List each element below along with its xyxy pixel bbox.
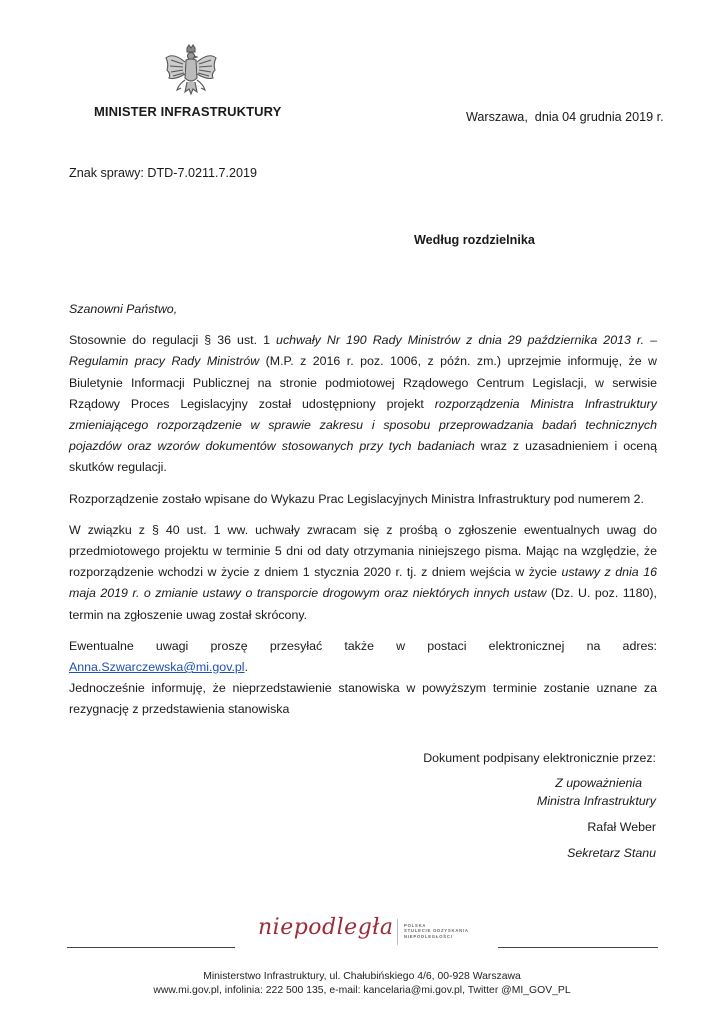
paragraph-5: Jednocześnie informuję, że nieprzedstawienie stanowiska w powyższym terminie zostanie uznane za rezygnację z przedstawienia stanowiska <box>69 681 657 717</box>
signature-block <box>423 751 656 860</box>
place-date: Warszawa, dnia 04 grudnia 2019 r. <box>466 110 664 124</box>
email-link[interactable]: Anna.Szwarczewska@mi.gov.pl <box>69 660 245 675</box>
case-reference: Znak sprawy: DTD-7.0211.7.2019 <box>69 166 258 180</box>
logo-separator <box>397 919 398 945</box>
paragraph-4 <box>69 636 657 657</box>
paragraph-2: Rozporządzenie zostało wpisane do Wykazu Prac Legislacyjnych Ministra Infrastruktury pod numerem 2. <box>69 491 644 506</box>
p3-text-1: W związku z § 40 ust. 1 ww. uchwały zwracam się z prośbą o zgłoszenie ewentualnych uwag do przedmiotowego projektu w terminie 5 dni od daty otrzymania niniejszego pisma. Mając na względzie, że rozporządzenie wchodzi w życie z dniem 1 stycznia 2020 r. tj. z dniem wejścia w życie <box>69 522 657 580</box>
niepodlegla-script-text: niepodległa <box>258 915 394 940</box>
footer-address-line-1: Ministerstwo Infrastruktury, ul. Chałubińskiego 4/6, 00-928 Warszawa <box>203 971 521 982</box>
logo-caption-line: STULECIE ODZYSKANIA <box>404 928 469 934</box>
paragraph-3 <box>69 520 657 626</box>
footer-address-line-2: www.mi.gov.pl, infolinia: 222 500 135, e-mail: kancelaria@mi.gov.pl, Twitter @MI_GOV_PL <box>153 984 571 996</box>
p3-text-2: (Dz. U. poz. 1180), termin na zgłoszenie uwag został skrócony. <box>69 586 657 622</box>
p1-citation-2: rozporządzenia Ministra Infrastruktury zmieniającego rozporządzenie w sprawie zakresu i sposobu przeprowadzania badań technicznych pojazdów oraz wzorów dokumentów stosowanych przy tych badaniach <box>69 396 657 454</box>
signature-intro: Dokument podpisany elektronicznie przez: <box>423 751 656 765</box>
logo-caption-line: POLSKA <box>404 923 427 928</box>
p1-text-1: Stosownie do regulacji § 36 ust. 1 <box>69 333 277 348</box>
signatory-name: Rafał Weber <box>587 820 656 834</box>
logo-caption-line: NIEPODLEGŁOŚCI <box>404 933 453 939</box>
letter-body <box>69 299 657 721</box>
p1-text-2: (M.P. z 2016 r. poz. 1006, z późn. zm.) uprzejmie informuję, że w Biuletynie Informacji Publicznej na stronie podmiotowej Rządowego Centrum Legislacji, w serwisie Rządowy Proces Legislacyjny został udostępniony projekt <box>69 354 657 411</box>
signature-authorization-2: Ministra Infrastruktury <box>536 794 656 808</box>
p4-text-1: Ewentualne uwagi proszę przesyłać także w postaci elektronicznej na adres: <box>69 638 657 653</box>
footer-address <box>0 970 724 997</box>
paragraph-1 <box>69 330 657 478</box>
logo-caption <box>404 923 469 939</box>
signature-authorization-1: Z upoważnienia <box>555 776 642 790</box>
recipient: Według rozdzielnika <box>414 233 535 247</box>
paragraph-4-email-line <box>69 657 657 678</box>
niepodlegla-logo <box>258 915 488 951</box>
p4-text-2: . <box>244 660 249 675</box>
ministry-title: MINISTER INFRASTRUKTURY <box>94 104 282 119</box>
polish-eagle-emblem-icon <box>163 44 219 102</box>
footer-divider-right <box>498 947 658 948</box>
footer-divider-left <box>67 947 235 948</box>
p1-citation-1: uchwały Nr 190 Rady Ministrów z dnia 29 października 2013 r. – Regulamin pracy Rady Ministrów <box>69 333 657 369</box>
p1-text-3: wraz z uzasadnieniem i oceną skutków regulacji. <box>69 439 657 475</box>
signatory-role: Sekretarz Stanu <box>567 846 656 860</box>
p3-citation: ustawy z dnia 16 maja 2019 r. o zmianie ustawy o transporcie drogowym oraz niektórych innych ustaw <box>69 565 658 601</box>
salutation: Szanowni Państwo, <box>69 302 178 316</box>
